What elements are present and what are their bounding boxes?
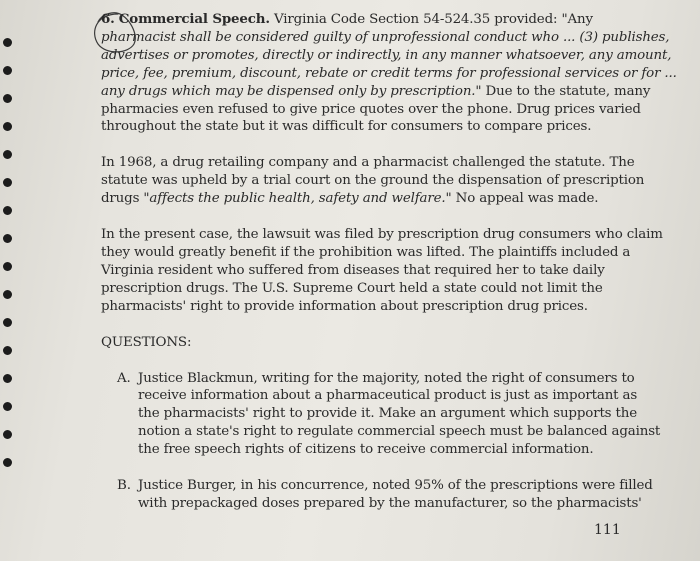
section-number: 6.: [101, 11, 115, 27]
spiral-binding: [0, 0, 20, 561]
paragraph-gap: [101, 136, 621, 154]
case-line: they would greatly benefit if the prohibition was lifted. The plaintiffs included a: [101, 244, 631, 260]
paragraph-gap: [101, 208, 621, 226]
question-line: notion a state's right to regulate commercial speech must be balanced against: [138, 424, 661, 440]
paragraph-gap: [101, 459, 621, 477]
binding-hole: [3, 318, 12, 327]
binding-hole: [3, 346, 12, 355]
question-line: with prepackaged doses prepared by the manufacturer, so the pharmacists': [138, 495, 642, 511]
question-line: receive information about a pharmaceutical product is just as important as: [138, 388, 638, 404]
case-line: prescription drugs. The U.S. Supreme Court held a state could not limit the: [101, 280, 603, 296]
binding-hole: [3, 458, 12, 467]
statute-quote-line: price, fee, premium, discount, rebate or credit terms for professional services or for ...: [101, 65, 677, 81]
history-quote: "affects the public health, safety and welfare.": [143, 191, 452, 207]
section-text-line: pharmacies even refused to give price quotes over the phone. Drug prices varied: [101, 101, 641, 117]
statute-quote-end: any drugs which may be dispensed only by prescription.": [101, 83, 482, 99]
binding-hole: [3, 430, 12, 439]
case-line: Virginia resident who suffered from diseases that required her to take daily: [101, 262, 605, 278]
history-line: statute was upheld by a trial court on the ground the dispensation of prescription: [101, 173, 645, 189]
binding-hole: [3, 234, 12, 243]
paragraph-gap: [101, 352, 621, 370]
question-letter: B.: [117, 478, 131, 494]
binding-hole: [3, 374, 12, 383]
binding-hole: [3, 262, 12, 271]
binding-hole: [3, 150, 12, 159]
binding-hole: [3, 122, 12, 131]
section-first-line: [101, 11, 621, 29]
binding-hole: [3, 66, 12, 75]
section-intro: Virginia Code Section 54-524.35 provided: "Any: [274, 12, 593, 27]
question-line: Justice Blackmun, writing for the majority, noted the right of consumers to: [138, 370, 635, 386]
case-paragraph: [101, 226, 663, 316]
binding-hole: [3, 206, 12, 215]
page-number: 111: [594, 522, 621, 538]
question-b: [101, 477, 653, 513]
binding-hole: [3, 402, 12, 411]
history-line: In 1968, a drug retailing company and a pharmacist challenged the statute. The: [101, 155, 635, 171]
question-a: [101, 370, 661, 460]
history-last-line: [101, 190, 621, 208]
section-text-after-quote: Due to the statute, many: [481, 83, 651, 99]
page-text: [101, 11, 677, 513]
question-line: the pharmacists' right to provide it. Make an argument which supports the: [138, 406, 637, 422]
statute-quote-last-line: [101, 83, 651, 101]
statute-quote-line: advertises or promotes, directly or indirectly, in any manner whatsoever, any amount,: [101, 47, 672, 63]
question-line: Justice Burger, in his concurrence, noted 95% of the prescriptions were filled: [138, 478, 653, 494]
binding-hole: [3, 94, 12, 103]
paragraph-gap: [101, 316, 621, 334]
history-prefix: drugs: [101, 191, 144, 207]
section-title: Commercial Speech.: [118, 11, 270, 27]
binding-hole: [3, 38, 12, 47]
question-line: the free speech rights of citizens to receive commercial information.: [138, 442, 594, 458]
section-paragraph: [101, 11, 677, 136]
case-line: In the present case, the lawsuit was filed by prescription drug consumers who claim: [101, 227, 663, 243]
binding-hole: [3, 178, 12, 187]
case-line: pharmacists' right to provide information about prescription drug prices.: [101, 298, 588, 314]
questions-heading: QUESTIONS:: [101, 334, 192, 350]
history-suffix: No appeal was made.: [451, 191, 599, 207]
statute-quote-line: pharmacist shall be considered guilty of unprofessional conduct who ... (3) publishes,: [101, 29, 670, 45]
binding-hole: [3, 290, 12, 299]
question-letter: A.: [117, 370, 131, 386]
section-text-line: throughout the state but it was difficult for consumers to compare prices.: [101, 119, 592, 135]
history-paragraph: [101, 154, 645, 208]
